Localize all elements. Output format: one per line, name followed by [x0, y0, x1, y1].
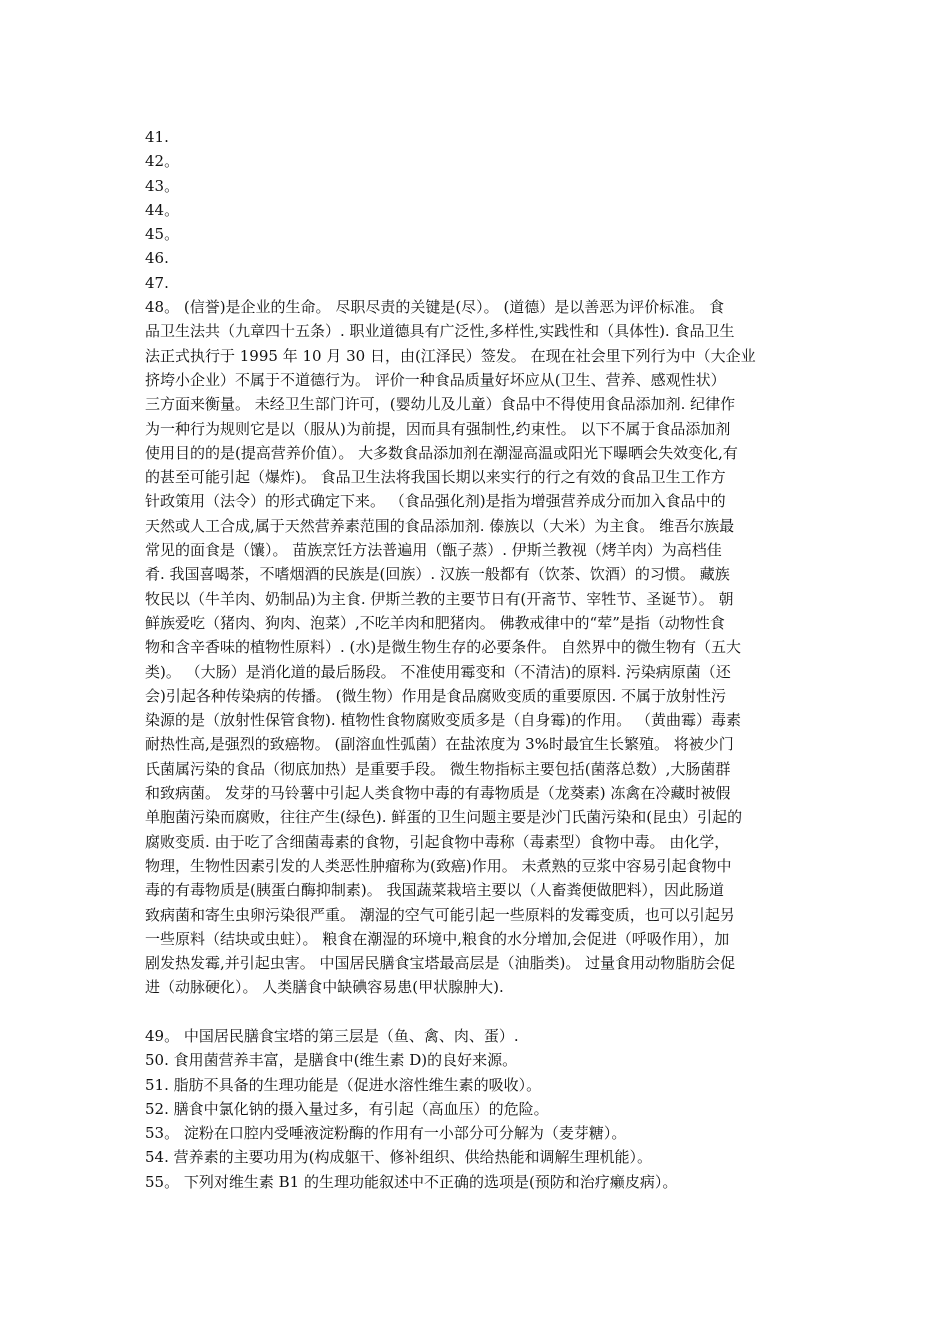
blank-line — [145, 1000, 807, 1024]
paragraph-line: 天然或人工合成,属于天然营养素范围的食品添加剂. 傣族以（大米）为主食。 维吾尔族最 — [145, 516, 735, 535]
paragraph-48 — [145, 295, 807, 1000]
list-item: 45。 — [145, 225, 180, 244]
list-item: 52. 膳食中氯化钠的摄入量过多，有引起（高血压）的危险。 — [145, 1099, 549, 1118]
list-item: 42。 — [145, 152, 180, 171]
paragraph-line: 物理，生物性因素引发的人类恶性肿瘤称为(致癌)作用。 未煮熟的豆浆中容易引起食物中 — [145, 856, 732, 875]
paragraph-line: 肴. 我国喜喝茶，不嗜烟酒的民族是(回族）. 汉族一般都有（饮茶、饮酒）的习惯。 藏族 — [145, 565, 730, 584]
list-item: 43。 — [145, 176, 180, 195]
paragraph-line: 耐热性高,是强烈的致癌物。 (副溶血性弧菌）在盐浓度为 3%时最宜生长繁殖。 将被少门 — [145, 735, 734, 754]
paragraph-line: 腐败变质. 由于吃了含细菌毒素的食物，引起食物中毒称（毒素型）食物中毒。 由化学， — [145, 832, 730, 851]
paragraph-line: 进（动脉硬化）。 人类膳食中缺碘容易患(甲状腺肿大). — [145, 978, 504, 997]
paragraph-line: 三方面来衡量。 未经卫生部门许可，(婴幼儿及儿童）食品中不得使用食品添加剂. 纪律作 — [145, 395, 736, 414]
paragraph-line: 48。 (信誉)是企业的生命。 尽职尽责的关键是(尽）。 (道德）是以善恶为评价标准。 食 — [145, 298, 725, 317]
paragraph-line: 类)。 （大肠）是消化道的最后肠段。 不准使用霉变和（不清洁)的原料. 污染病原菌（还 — [145, 662, 731, 681]
paragraph-line: 和致病菌。 发芽的马铃薯中引起人类食物中毒的有毒物质是（龙葵素) 冻禽在冷藏时被假 — [145, 784, 731, 803]
list-item: 49。 中国居民膳食宝塔的第三层是（鱼、禽、肉、蛋）. — [145, 1026, 519, 1045]
paragraph-line: 物和含辛香味的植物性原料）. (水)是微生物生存的必要条件。 自然界中的微生物有（五大 — [145, 638, 742, 657]
list-item: 46. — [145, 249, 169, 268]
paragraph-line: 会)引起各种传染病的传播。 (微生物）作用是食品腐败变质的重要原因. 不属于放射性污 — [145, 686, 727, 705]
paragraph-line: 染源的是（放射性保管食物). 植物性食物腐败变质多是（自身霉)的作用。 （黄曲霉）毒素 — [145, 711, 742, 730]
paragraph-line: 剧发热发霉,并引起虫害。 中国居民膳食宝塔最高层是（油脂类)。 过量食用动物脂肪会促 — [145, 954, 736, 973]
paragraph-line: 的甚至可能引起（爆炸)。 食品卫生法将我国长期以来实行的行之有效的食品卫生工作方 — [145, 468, 726, 487]
numbered-list-bottom — [145, 1024, 807, 1194]
paragraph-line: 单胞菌污染而腐败，往往产生(绿色). 鲜蛋的卫生问题主要是沙门氏菌污染和(昆虫）引起的 — [145, 808, 743, 827]
paragraph-line: 毒的有毒物质是(胰蛋白酶抑制素)。 我国蔬菜栽培主要以（人畜粪便做肥料），因此肠道 — [145, 881, 724, 900]
list-item: 51. 脂肪不具备的生理功能是（促进水溶性维生素的吸收）。 — [145, 1075, 542, 1094]
list-item: 41. — [145, 128, 169, 146]
paragraph-line: 一些原料（结块或虫蛀）。 粮食在潮湿的环境中,粮食的水分增加,会促进（呼吸作用），加 — [145, 929, 730, 948]
numbered-list-top — [145, 125, 807, 295]
paragraph-line: 氏菌属污染的食品（彻底加热）是重要手段。 微生物指标主要包括(菌落总数）,大肠菌群 — [145, 759, 731, 778]
document-body — [145, 125, 807, 1194]
paragraph-line: 致病菌和寄生虫卵污染很严重。 潮湿的空气可能引起一些原料的发霉变质，也可以引起另 — [145, 905, 735, 924]
list-item: 50. 食用菌营养丰富，是膳食中(维生素 D)的良好来源。 — [145, 1051, 518, 1070]
list-item: 47. — [145, 273, 169, 292]
list-item: 53。 淀粉在口腔内受唾液淀粉酶的作用有一小部分可分解为（麦芽糖）。 — [145, 1124, 627, 1143]
list-item: 54. 营养素的主要功用为(构成躯干、修补组织、供给热能和调解生理机能）。 — [145, 1148, 652, 1167]
paragraph-line: 常见的面食是（馕）。 苗族烹饪方法普遍用（甑子蒸）. 伊斯兰教视（烤羊肉）为高档佳 — [145, 541, 722, 560]
paragraph-line: 为一种行为规则它是以（服从)为前提，因而具有强制性,约束性。 以下不属于食品添加剂 — [145, 419, 731, 438]
paragraph-line: 牧民以（牛羊肉、奶制品)为主食. 伊斯兰教的主要节日有(开斋节、宰牲节、圣诞节）。 朝 — [145, 589, 734, 608]
paragraph-line: 法正式执行于 1995 年 10 月 30 日，由(江泽民）签发。 在现在社会里下列行为中（大企业 — [145, 346, 756, 365]
paragraph-line: 针政策用（法令）的形式确定下来。 （食品强化剂)是指为增强营养成分而加入食品中的 — [145, 492, 726, 511]
list-item: 44。 — [145, 200, 180, 219]
paragraph-line: 鲜族爱吃（猪肉、狗肉、泡菜）,不吃羊肉和肥猪肉。 佛教戒律中的“荤”是指（动物性食 — [145, 613, 725, 632]
paragraph-line: 使用目的的是(提高营养价值）。 大多数食品添加剂在潮湿高温或阳光下曝晒会失效变化,有 — [145, 443, 738, 462]
paragraph-line: 品卫生法共（九章四十五条）. 职业道德具有广泛性,多样性,实践性和（具体性). 食品卫生 — [145, 322, 735, 341]
list-item: 55。 下列对维生素 B1 的生理功能叙述中不正确的选项是(预防和治疗癞皮病）。 — [145, 1172, 678, 1191]
paragraph-line: 挤垮小企业）不属于不道德行为。 评价一种食品质量好坏应从(卫生、营养、感观性状） — [145, 370, 726, 389]
